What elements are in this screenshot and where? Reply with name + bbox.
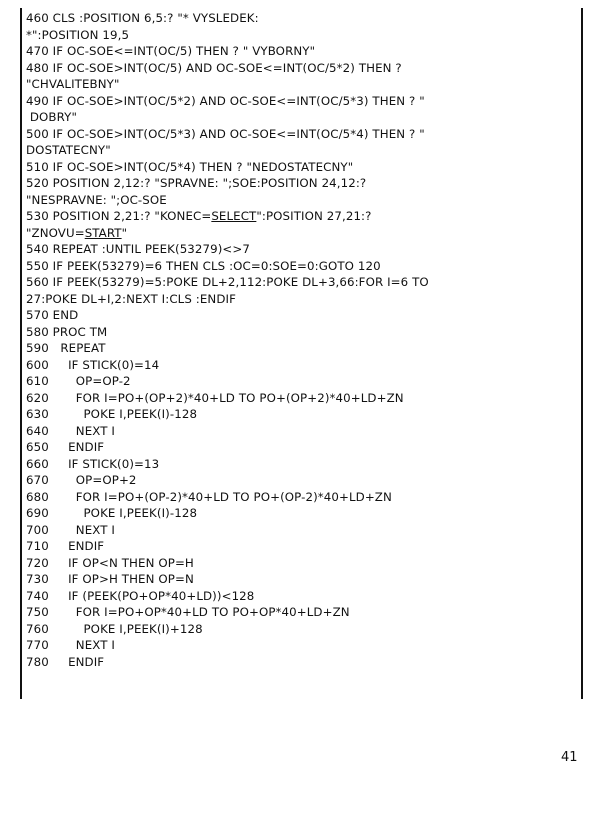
code-line: 760 POKE I,PEEK(I)+128 <box>26 621 203 636</box>
code-listing <box>20 8 583 699</box>
code-line: 620 FOR I=PO+(OP+2)*40+LD TO PO+(OP+2)*40+LD+ZN <box>26 390 404 405</box>
code-line: 540 REPEAT :UNTIL PEEK(53279)<>7 <box>26 242 250 256</box>
code-line: 600 IF STICK(0)=14 <box>26 357 160 372</box>
code-line: 500 IF OC-SOE>INT(OC/5*3) AND OC-SOE<=INT(OC/5*4) THEN ? " <box>26 126 425 141</box>
code-line: 590 REPEAT <box>26 341 106 355</box>
code-line: 510 IF OC-SOE>INT(OC/5*4) THEN ? "NEDOSTATECNY" <box>26 159 354 174</box>
code-line: 490 IF OC-SOE>INT(OC/5*2) AND OC-SOE<=INT(OC/5*3) THEN ? " <box>26 93 425 108</box>
code-line: "NESPRAVNE: ";OC-SOE <box>26 192 167 207</box>
code-line: DOSTATECNY" <box>26 143 111 157</box>
code-line: 520 POSITION 2,12:? "SPRAVNE: ";SOE:POSITION 24,12:? <box>26 176 367 190</box>
code-line: 730 IF OP>H THEN OP=N <box>26 572 194 586</box>
code-line: 690 POKE I,PEEK(I)-128 <box>26 506 198 520</box>
code-line: DOBRY" <box>26 110 77 124</box>
code-line: 670 OP=OP+2 <box>26 473 137 487</box>
page-number: 41 <box>561 750 578 765</box>
code-line: 530 POSITION 2,21:? "KONEC=SELECT":POSITION 27,21:? <box>26 209 372 223</box>
code-line: 660 IF STICK(0)=13 <box>26 456 160 471</box>
code-line: 750 FOR I=PO+OP*40+LD TO PO+OP*40+LD+ZN <box>26 605 350 619</box>
code-line: 460 CLS :POSITION 6,5:? "* VYSLEDEK: <box>26 11 259 25</box>
code-line: 580 PROC TM <box>26 324 108 339</box>
code-line: 770 NEXT I <box>26 638 115 652</box>
code-line: 680 FOR I=PO+(OP-2)*40+LD TO PO+(OP-2)*40+LD+ZN <box>26 489 392 504</box>
code-line: 780 ENDIF <box>26 654 105 669</box>
code-line: 700 NEXT I <box>26 522 115 537</box>
code-line: 650 ENDIF <box>26 440 105 454</box>
code-line: 27:POKE DL+I,2:NEXT I:CLS :ENDIF <box>26 291 236 306</box>
code-line: 740 IF (PEEK(PO+OP*40+LD))<128 <box>26 588 255 603</box>
code-line: "CHVALITEBNY" <box>26 77 120 91</box>
code-line: 470 IF OC-SOE<=INT(OC/5) THEN ? " VYBORNY" <box>26 44 316 58</box>
code-line: 710 ENDIF <box>26 539 105 553</box>
code-line: 480 IF OC-SOE>INT(OC/5) AND OC-SOE<=INT(OC/5*2) THEN ? <box>26 60 402 75</box>
code-line: 640 NEXT I <box>26 423 115 438</box>
code-line: 630 POKE I,PEEK(I)-128 <box>26 407 198 421</box>
code-line: 720 IF OP<N THEN OP=H <box>26 555 194 570</box>
code-line: 570 END <box>26 308 79 322</box>
code-line: 610 OP=OP-2 <box>26 374 131 388</box>
code-line: "ZNOVU=START" <box>26 225 128 240</box>
code-line: 550 IF PEEK(53279)=6 THEN CLS :OC=0:SOE=0:GOTO 120 <box>26 258 381 273</box>
code-line: 560 IF PEEK(53279)=5:POKE DL+2,112:POKE DL+3,66:FOR I=6 TO <box>26 275 429 289</box>
code-line: *":POSITION 19,5 <box>26 27 130 42</box>
